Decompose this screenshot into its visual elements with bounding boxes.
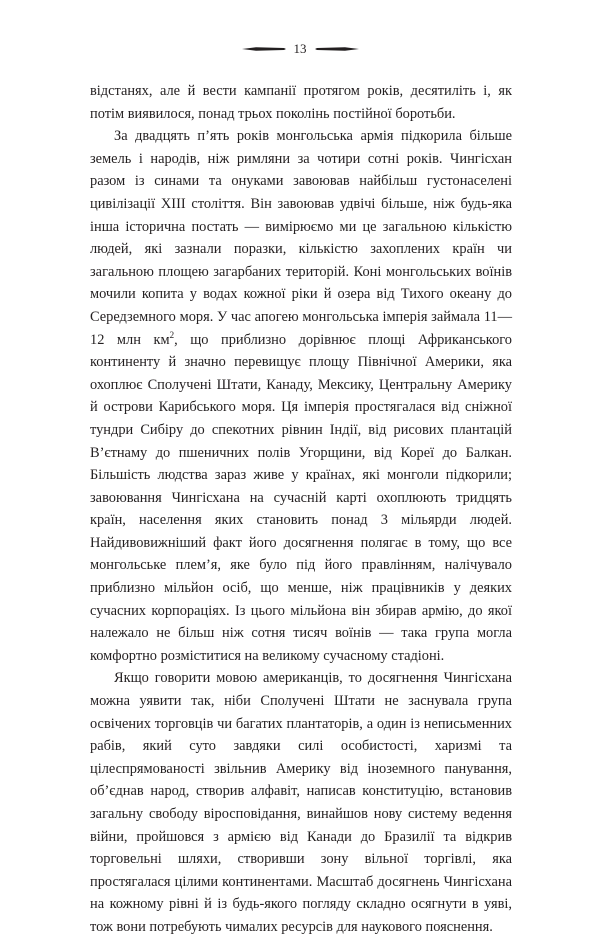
paragraph-3: Якщо говорити мовою американців, то досягнення Чингісхана можна уявити так, ніби Сполучені Штати не заснувала група освічених торговців чи багатих плантаторів, а один із неписьменних рабів, який суто завдяки силі особистості, харизмі та цілеспрямованості звільнив Америку від іноземного панування, об’єднав народ, створив алфавіт, написав конституцію, встановив загальну свободу віросповідання, винайшов нову систему ведення війни, пройшовся з армією від Канади до Бразилії та відкрив торговельні шляхи, створивши зону вільної торгівлі, яка простягалася цілими континентами. Масштаб досягнень Чингісхана на кожному рівні й із будь-якого погляду складно осягнути в уяві, тож вони потребують чималих ресурсів для наукового пояснення. (90, 670, 512, 935)
right-ornament-icon (315, 45, 359, 53)
left-ornament-icon (242, 45, 286, 53)
superscript: 2 (169, 329, 175, 340)
page-number: 13 (293, 41, 307, 56)
paragraph-1: відстанях, але й вести кампанії протягом років, десятиліть і, як потім виявилося, понад трьох поколінь постійної боротьби. (90, 83, 512, 122)
running-header (0, 42, 600, 55)
paragraph-2-part-b: , що приблизно дорівнює площі Африканського континенту й значно перевищує площу Північної Америки, яка охоплює Сполучені Штати, Канаду, Мексику, Центральну Америку й острови Карибського моря. Ця імперія простягалася від сніжної тундри Сибіру до спекотних рівнин Індії, від рисових плантацій В’єтнаму до пшеничних полів Угорщини, від Кореї до Балкан. Більшість людства зараз живе у країнах, які монголи підкорили; завоювання Чингісхана на сучасній карті охоплюють тридцять країн, населення яких становить понад 3 мільярди людей. Найдивовижніший факт його досягнення полягає в тому, що все монгольське плем’я, яке було під його правлінням, налічувало приблизно мільйон осіб, що менше, ніж працівників у деяких сучасних корпораціях. Із цього мільйона він збирав армію, до якої належало не більш ніж сотня тисяч воїнів — така група могла комфортно розміститися на великому сучасному стадіоні. (90, 331, 512, 664)
paragraph-2-part-a: За двадцять п’ять років монгольська армія підкорила більше земель і народів, ніж римляни за чотири сотні років. Чингісхан разом із синами та онуками завоював найбільш густонаселені цивілізації XIII століття. Він завоював удвічі більше, ніж будь-яка інша історична постать — вимірюємо ми це загальною кількістю людей, які зазнали поразки, кількістю захоплених країн чи загальною площею загарбаних територій. Коні монгольських воїнів мочили копита у водах кожної ріки й озера від Тихого океану до Середземного моря. У час апогею монгольська імперія займала 11—12 млн км (90, 128, 512, 348)
paragraph-2 (90, 125, 512, 667)
body-text (90, 80, 512, 939)
